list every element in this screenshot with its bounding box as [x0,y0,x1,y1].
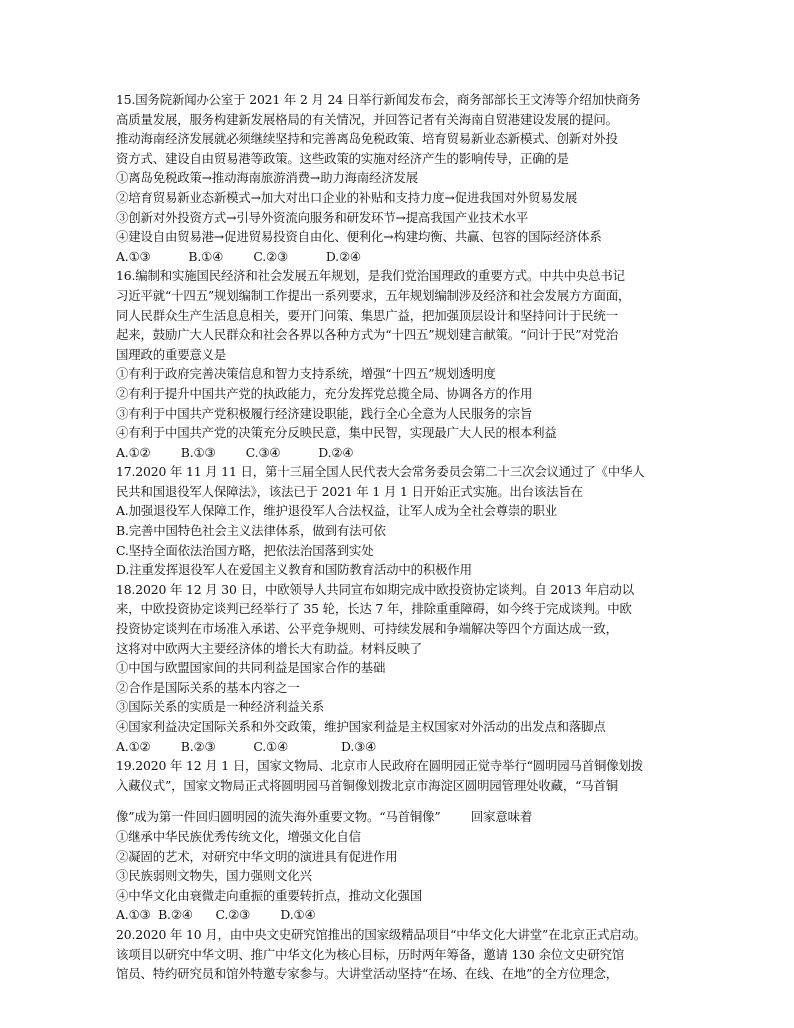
question-15 [116,90,684,266]
question-text-line: 这将对中欧两大主要经济体的增长大有助益。材料反映了 [116,640,423,656]
question-text-line: 来，中欧投资协定谈判已经举行了 35 轮，长达 7 年，排除重重障碍，如今终于完成谈判。中欧 [116,601,632,617]
question-text-line: 18.2020 年 12 月 30 日，中欧领导人共同宣布如期完成中欧投资协定谈判。自 2013 年启动以 [116,581,635,597]
question-18 [116,580,684,756]
statement-2: ②凝固的艺术，对研究中华文明的演进具有促进作用 [116,848,398,864]
option-a: A.加强退役军人保障工作，维护退役军人合法权益，让军人成为全社会尊崇的职业 [116,503,558,519]
question-text-line: 该项目以研究中华文明、推广中华文化为核心目标，历时两年筹备，邀请 130 余位文史研究馆 [116,946,625,962]
statement-1: ①离岛免税政策→推动海南旅游消费→助力海南经济发展 [116,170,418,186]
question-text-line: 推动海南经济发展就必须继续坚持和完善离岛免税政策、培育贸易新业态新模式、创新对外投 [116,131,618,147]
question-text-line: 起来，鼓励广大人民群众和社会各界以各种方式为“十四五”规划建言献策。“问计于民”对党治 [116,327,619,343]
statement-1: ①有利于政府完善决策信息和智力支持系统，增强“十四五”规划透明度 [116,366,496,382]
question-text-line: 19.2020 年 12 月 1 日，国家文物局、北京市人民政府在圆明园正觉寺举行“圆明园马首铜像划拨 [116,758,643,774]
question-text-line: 资方式、建设自由贸易港等政策。这些政策的实施对经济产生的影响传导，正确的是 [116,150,569,166]
statement-4: ④有利于中国共产党的决策充分反映民意，集中民智，实现最广大人民的根本利益 [116,425,557,441]
question-text-line: 20.2020 年 10 月，由中央文史研究馆推出的国家级精品项目“中华文化大讲堂”在北京正式启动。 [116,926,647,942]
answer-options: A.①③ B.①④ C.②③ D.②④ [116,248,361,264]
statement-3: ③民族弱则文物失，国力强则文化兴 [116,868,312,884]
answer-options: A.①③ B.②④ C.②③ D.①④ [116,907,316,923]
question-text-line: 馆员、特约研究员和馆外特邀专家参与。大讲堂活动坚持“在场、在线、在地”的全方位理念， [116,966,618,982]
question-16 [116,266,684,462]
statement-3: ③国际关系的实质是一种经济利益关系 [116,699,325,715]
answer-options: A.①② B.②③ C.①④ D.③④ [116,738,377,754]
statement-2: ②培育贸易新业态新模式→加大对出口企业的补贴和支持力度→促进我国对外贸易发展 [116,189,578,205]
statement-4: ④中华文化由衰微走向重振的重要转折点，推动文化强国 [116,887,423,903]
question-17 [116,462,684,580]
question-text-line: 高质量发展，服务构建新发展格局的有关情况，并回答记者有关海南自贸港建设发展的提问。 [116,111,618,127]
answer-options: A.①② B.①③ C.③④ D.②④ [116,444,354,460]
statement-4: ④国家利益决定国际关系和外交政策，维护国家利益是主权国家对外活动的出发点和落脚点 [116,719,606,734]
statement-3: ③有利于中国共产党积极履行经济建设职能，践行全心全意为人民服务的宗旨 [116,405,533,421]
question-text-line: 像”成为第一件回归圆明园的流失海外重要文物。“马首铜像” 回家意味着 [116,809,533,825]
statement-3: ③创新对外投资方式→引导外资流向服务和研发环节→提高我国产业技术水平 [116,209,529,225]
statement-4: ④建设自由贸易港→促进贸易投资自由化、便利化→构建均衡、共赢、包容的国际经济体系 [116,229,602,245]
question-text-line: 投资协定谈判在市场准入承诺、公平竞争规则、可持续发展和争端解决等四个方面达成一致， [116,621,618,637]
question-text-line: 习近平就“十四五”规划编制工作提出一系列要求，五年规划编制涉及经济和社会发展方方面面， [116,287,631,303]
statement-1: ①中国与欧盟国家间的共同利益是国家合作的基础 [116,660,386,676]
statement-2: ②有利于提升中国共产党的执政能力，充分发挥党总揽全局、协调各方的作用 [116,385,533,401]
question-19 [116,756,684,925]
exam-page [116,90,684,984]
question-text-line: 16.编制和实施国民经济和社会发展五年规划，是我们党治国理政的重要方式。中共中央总书记 [116,268,625,284]
option-b: B.完善中国特色社会主义法律体系，做到有法可依 [116,523,386,539]
question-text-line: 17.2020 年 11 月 11 日，第十三届全国人民代表大会常务委员会第二十三次会议通过了《中华人 [116,464,645,480]
option-d: D.注重发挥退役军人在爱国主义教育和国防教育活动中的积极作用 [116,562,472,578]
question-text-line: 入藏仪式”，国家文物局正式将圆明园马首铜像划拨北京市海淀区圆明园管理处收藏，“马首铜 [116,777,618,793]
question-text-line: 同人民群众生产生活息息相关，要开门问策、集思广益，把加强顶层设计和坚持问计于民统一 [116,307,618,323]
statement-2: ②合作是国际关系的基本内容之一 [116,679,300,695]
option-c: C.坚持全面依法治国方略，把依法治国落到实处 [116,542,374,558]
statement-1: ①继承中华民族优秀传统文化，增强文化自信 [116,828,361,844]
question-text-line: 国理政的重要意义是 [116,346,227,362]
question-20 [116,925,684,984]
question-text-line: 15.国务院新闻办公室于 2021 年 2 月 24 日举行新闻发布会，商务部部长王文涛等介绍加快商务 [116,92,641,107]
question-text-line: 民共和国退役军人保障法》，该法已于 2021 年 1 月 1 日开始正式实施。出台该法旨在 [116,483,583,499]
blank-gap [116,795,684,807]
